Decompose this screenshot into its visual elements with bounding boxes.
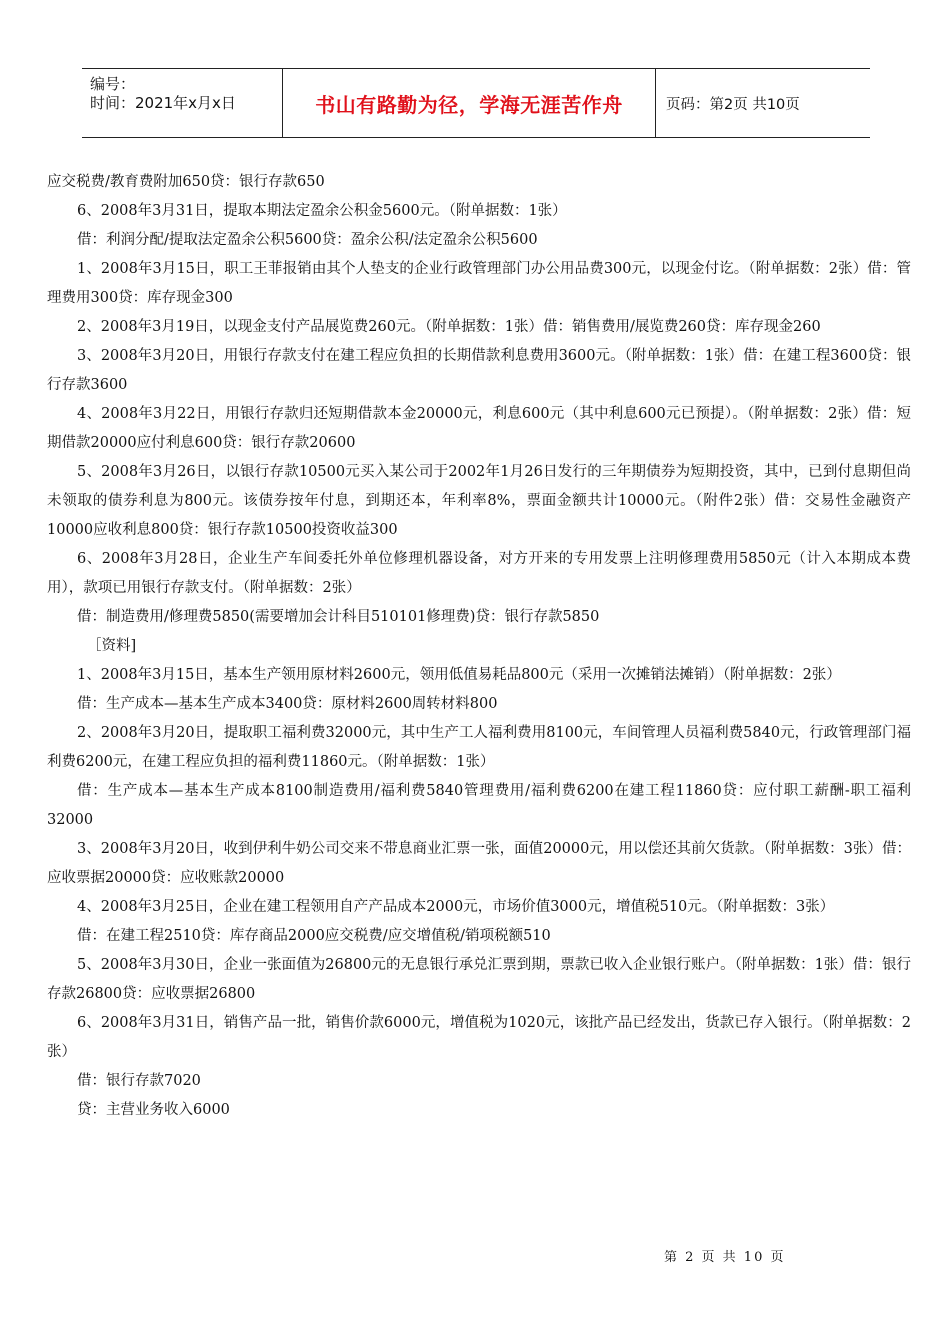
paragraph: 3、2008年3月20日，用银行存款支付在建工程应负担的长期借款利息费用3600元。（附单据数：1张）借：在建工程3600贷：银行存款3600 [47, 348, 911, 393]
paragraph: 1、2008年3月15日，基本生产领用原材料2600元，领用低值易耗品800元（采用一次摊销法摊销）（附单据数：2张） [77, 667, 841, 683]
paragraph: 借：银行存款7020 [77, 1073, 201, 1089]
paragraph: 6、2008年3月31日，销售产品一批，销售价款6000元，增值税为1020元，该批产品已经发出，货款已存入银行。（附单据数：2张） [47, 1015, 911, 1060]
paragraph: 6、2008年3月31日，提取本期法定盈余公积金5600元。（附单据数：1张） [77, 203, 567, 219]
page-footer: 第 2 页 共 10 页 [664, 1250, 786, 1265]
paragraph: 2、2008年3月19日，以现金支付产品展览费260元。（附单据数：1张）借：销售费用/展览费260贷：库存现金260 [77, 319, 821, 335]
paragraph: 6、2008年3月28日，企业生产车间委托外单位修理机器设备，对方开来的专用发票上注明修理费用5850元（计入本期成本费用），款项已用银行存款支付。（附单据数：2张） [47, 551, 911, 596]
header-left [82, 69, 282, 137]
header-page-info: 页码：第2页 共10页 [666, 96, 800, 113]
paragraph: 4、2008年3月25日，企业在建工程领用自产产品成本2000元，市场价值3000元，增值税510元。（附单据数：3张） [77, 899, 835, 915]
paragraph: 借：生产成本—基本生产成本8100制造费用/福利费5840管理费用/福利费6200在建工程11860贷：应付职工薪酬-职工福利32000 [47, 783, 911, 828]
paragraph: 借：在建工程2510贷：库存商品2000应交税费/应交增值税/销项税额510 [77, 928, 551, 944]
paragraph: 4、2008年3月22日，用银行存款归还短期借款本金20000元，利息600元（其中利息600元已预提）。（附单据数：2张）借：短期借款20000应付利息600贷：银行存款20600 [47, 406, 911, 451]
paragraph: 2、2008年3月20日，提取职工福利费32000元，其中生产工人福利费用8100元，车间管理人员福利费5840元，行政管理部门福利费6200元，在建工程应负担的福利费11860元。（附单据数：1张） [47, 725, 911, 770]
paragraph: 贷：主营业务收入6000 [77, 1102, 230, 1118]
paragraph: 5、2008年3月30日，企业一张面值为26800元的无息银行承兑汇票到期，票款已收入企业银行账户。（附单据数：1张）借：银行存款26800贷：应收票据26800 [47, 957, 911, 1002]
paragraph: 借：利润分配/提取法定盈余公积5600贷：盈余公积/法定盈余公积5600 [77, 232, 538, 248]
paragraph: 3、2008年3月20日，收到伊利牛奶公司交来不带息商业汇票一张，面值20000元，用以偿还其前欠货款。（附单据数：3张）借：应收票据20000贷：应收账款20000 [47, 841, 911, 886]
time-label: 时间：2021年x月x日 [90, 94, 236, 112]
document-body [47, 168, 911, 1125]
header-motto: 书山有路勤为径，学海无涯苦作舟 [282, 69, 656, 137]
paragraph: 借：制造费用/修理费5850(需要增加会计科目510101修理费)贷：银行存款5850 [77, 609, 600, 625]
paragraph: 借：生产成本—基本生产成本3400贷：原材料2600周转材料800 [77, 696, 498, 712]
paragraph: 1、2008年3月15日，职工王菲报销由其个人垫支的企业行政管理部门办公用品费300元，以现金付讫。（附单据数：2张）借：管理费用300贷：库存现金300 [47, 261, 911, 306]
section-heading: ［资料] [87, 638, 137, 654]
paragraph: 5、2008年3月26日，以银行存款10500元买入某公司于2002年1月26日发行的三年期债券为短期投资，其中，已到付息期但尚未领取的债券利息为800元。该债券按年付息，到期还本，年利率8%，票面金额共计10000元。（附件2张）借：交易性金融资产10000应收利息800贷：银行存款10500投资收益300 [47, 464, 911, 538]
number-label: 编号： [90, 75, 136, 93]
page-header [82, 68, 870, 138]
paragraph: 应交税费/教育费附加650贷：银行存款650 [47, 174, 325, 190]
